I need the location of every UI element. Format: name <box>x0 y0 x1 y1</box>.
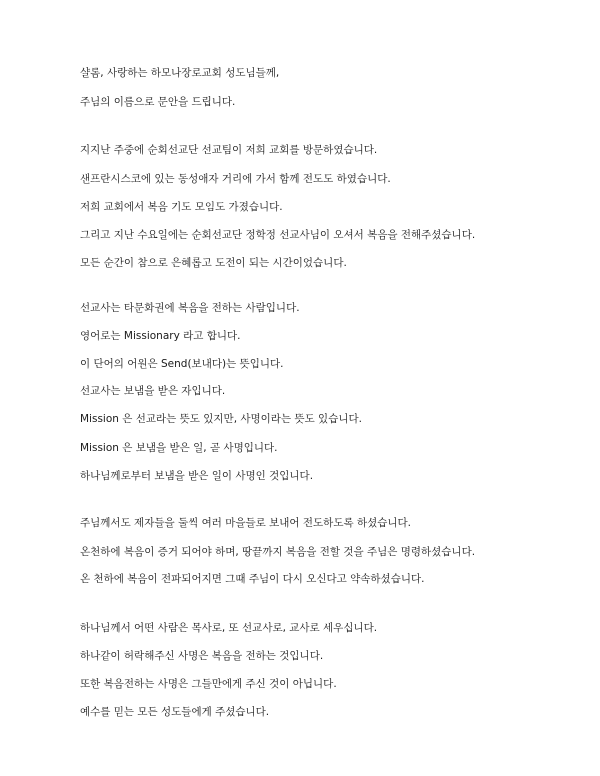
paragraph-line: 하나님께서 어떤 사람은 목사로, 또 선교사로, 교사로 세우십니다. <box>80 622 378 634</box>
paragraph-line: Mission 은 보냄을 받은 일, 곧 사명입니다. <box>80 442 278 454</box>
paragraph-line: 지지난 주중에 순회선교단 선교팀이 저희 교회를 방문하였습니다. <box>80 144 378 156</box>
paragraph-line: 선교사는 보냄을 받은 자입니다. <box>80 385 226 397</box>
paragraph-line: 온천하에 복음이 증거 되어야 하며, 땅끝까지 복음을 전할 것을 주님은 명령하셨습니다. <box>80 546 476 558</box>
paragraph-line: 온 천하에 복음이 전파되어지면 그때 주님이 다시 오신다고 약속하셨습니다. <box>80 573 425 585</box>
paragraph-line: 또한 복음전하는 사명은 그들만에게 주신 것이 아닙니다. <box>80 678 337 690</box>
paragraph-line: 그리고 지난 수요일에는 순회선교단 정학정 선교사님이 오셔서 복음을 전해주셨습니다. <box>80 229 476 241</box>
paragraph-line: 이 단어의 어원은 Send(보내다)는 뜻입니다. <box>80 358 284 370</box>
paragraph-line: 저희 교회에서 복음 기도 모임도 가졌습니다. <box>80 201 283 213</box>
paragraph-line: 샌프란시스코에 있는 동성애자 거리에 가서 함께 전도도 하였습니다. <box>80 173 391 185</box>
greeting-line: 주님의 이름으로 문안을 드립니다. <box>80 96 236 108</box>
paragraph-line: Mission 은 선교라는 뜻도 있지만, 사명이라는 뜻도 있습니다. <box>80 413 362 425</box>
greeting-line: 샬롬, 사랑하는 하모나장로교회 성도님들께, <box>80 67 280 79</box>
paragraph-line: 영어로는 Missionary 라고 합니다. <box>80 330 241 342</box>
paragraph-line: 주님께서도 제자들을 둘씩 여러 마을들로 보내어 전도하도록 하셨습니다. <box>80 517 411 529</box>
paragraph-line: 선교사는 타문화권에 복음을 전하는 사람입니다. <box>80 302 300 314</box>
paragraph-line: 하나같이 허락해주신 사명은 복음을 전하는 것입니다. <box>80 650 324 662</box>
paragraph-line: 하나님께로부터 보냄을 받은 일이 사명인 것입니다. <box>80 470 314 482</box>
paragraph-line: 모든 순간이 참으로 은혜롭고 도전이 되는 시간이었습니다. <box>80 257 347 269</box>
paragraph-line: 예수를 믿는 모든 성도들에게 주셨습니다. <box>80 706 270 718</box>
